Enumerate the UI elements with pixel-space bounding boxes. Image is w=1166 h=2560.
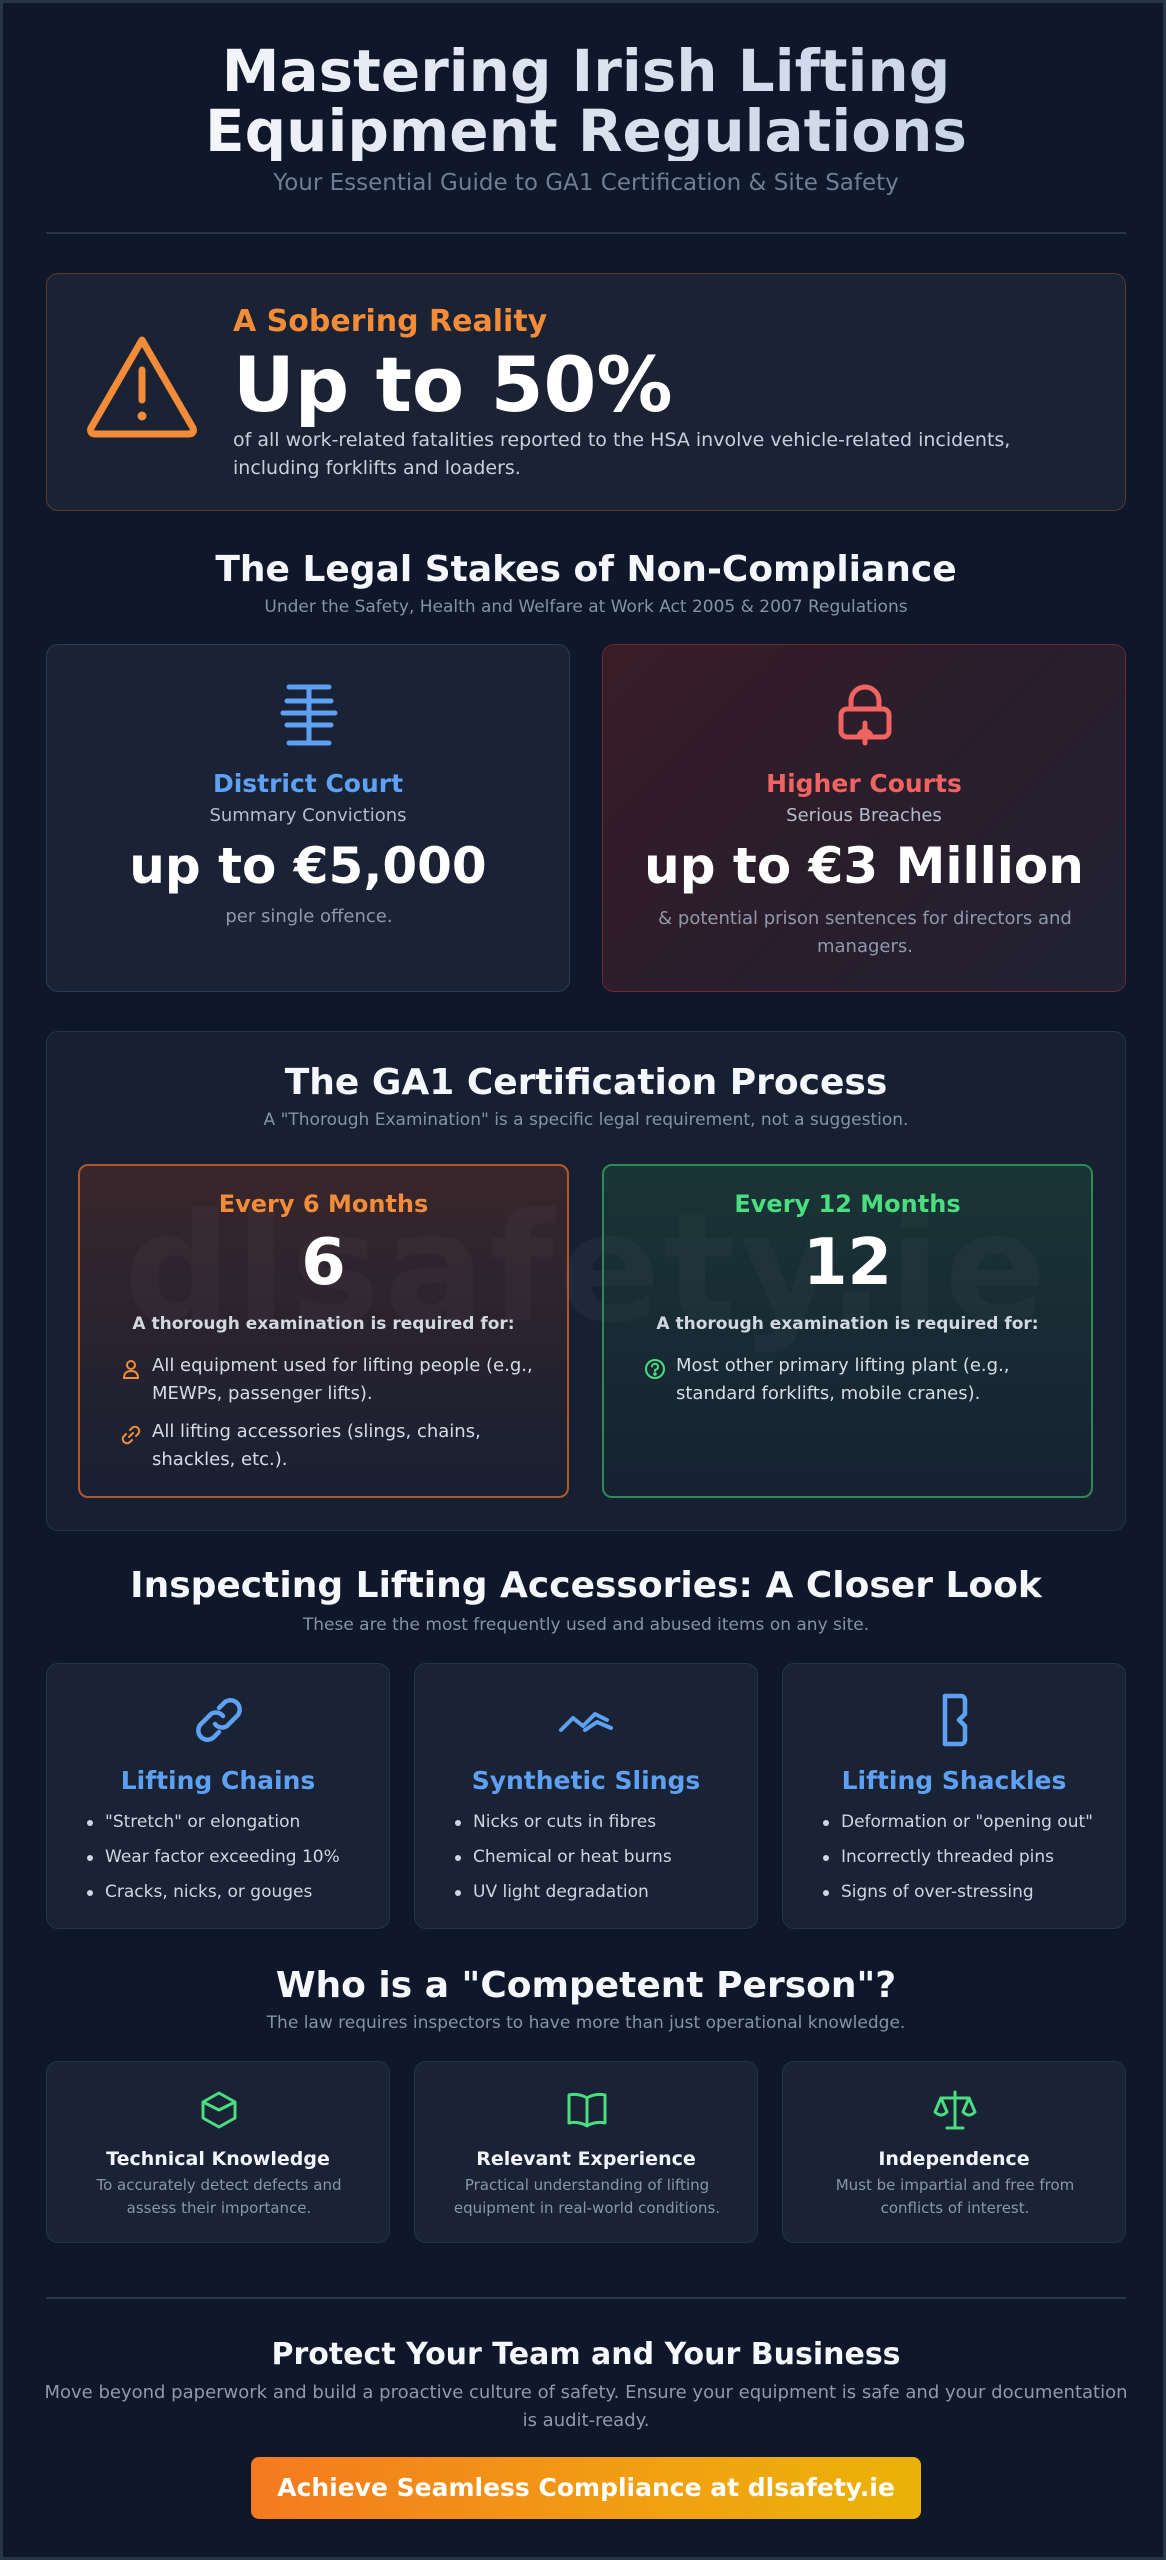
higher-courts-name: Higher Courts [766, 769, 962, 798]
list-item: Incorrectly threaded pins [823, 1843, 1113, 1878]
link-icon [120, 1424, 142, 1446]
legal-subtitle: Under the Safety, Health and Welfare at Work Act 2005 & 2007 Regulations [264, 597, 908, 617]
six-month-heading: Every 6 Months [218, 1190, 429, 1218]
relevant-experience-description: Practical understanding of lifting equipment in real-world conditions. [453, 2176, 721, 2217]
synthetic-slings-card [414, 1663, 758, 1929]
page-title: Mastering Irish Lifting Equipment Regulations [43, 41, 1129, 161]
higher-courts-card [602, 644, 1126, 992]
district-court-card [46, 644, 570, 992]
shackle-icon [925, 1690, 985, 1750]
reality-stat: Up to 50% [233, 340, 673, 429]
question-circle-icon [644, 1358, 666, 1380]
higher-courts-sub: Serious Breaches [786, 805, 942, 826]
padlock-icon [829, 679, 901, 751]
twelve-month-heading: Every 12 Months [734, 1190, 961, 1218]
twelve-month-number: 12 [802, 1226, 893, 1300]
six-month-item: All equipment used for lifting people (e.g., MEWPs, passenger lifts). [152, 1355, 533, 1404]
list-item: Nicks or cuts in fibres [455, 1808, 745, 1843]
accessories-subtitle: These are the most frequently used and abused items on any site. [302, 1615, 870, 1635]
divider [46, 232, 1126, 234]
lifting-shackles-list [823, 1808, 1113, 1913]
higher-courts-amount: up to €3 Million [644, 837, 1084, 895]
district-court-amount: up to €5,000 [129, 837, 487, 895]
page-subtitle: Your Essential Guide to GA1 Certification & Site Safety [273, 170, 899, 196]
list-item: Deformation or "opening out" [823, 1808, 1113, 1843]
list-item: Signs of over-stressing [823, 1878, 1113, 1913]
ga1-process-panel [46, 1031, 1126, 1531]
independence-description: Must be impartial and free from conflicts of interest. [835, 2176, 1075, 2217]
reality-kicker: A Sobering Reality [233, 304, 548, 339]
technical-knowledge-description: To accurately detect defects and assess their importance. [96, 2176, 342, 2217]
competent-subtitle: The law requires inspectors to have more than just operational knowledge. [266, 2013, 906, 2033]
scale-balance-icon [273, 679, 345, 751]
lifting-chains-name: Lifting Chains [120, 1766, 316, 1795]
warning-triangle-icon [85, 334, 199, 438]
cta-title: Protect Your Team and Your Business [271, 2337, 901, 2372]
independence-name: Independence [878, 2148, 1030, 2170]
synthetic-slings-list [455, 1808, 745, 1913]
lifting-shackles-name: Lifting Shackles [841, 1766, 1067, 1795]
lifting-chains-card [46, 1663, 390, 1929]
six-month-item: All lifting accessories (slings, chains, shackles, etc.). [152, 1421, 481, 1470]
competent-title: Who is a "Competent Person"? [275, 1965, 897, 2006]
list-item: UV light degradation [455, 1878, 745, 1913]
six-month-card [78, 1164, 569, 1498]
relevant-experience-name: Relevant Experience [476, 2148, 696, 2170]
list-item: Cracks, nicks, or gouges [87, 1878, 377, 1913]
twelve-month-item: Most other primary lifting plant (e.g., standard forklifts, mobile cranes). [676, 1355, 1010, 1404]
list-item: Wear factor exceeding 10% [87, 1843, 377, 1878]
six-month-number: 6 [301, 1226, 346, 1300]
ga1-subtitle: A "Thorough Examination" is a specific legal requirement, not a suggestion. [263, 1110, 909, 1130]
twelve-month-label: A thorough examination is required for: [656, 1314, 1039, 1334]
cta-button[interactable]: Achieve Seamless Compliance at dlsafety.ie [251, 2457, 921, 2519]
twelve-month-card [602, 1164, 1093, 1498]
district-court-name: District Court [212, 769, 404, 798]
district-court-note: per single offence. [225, 906, 393, 927]
lifting-chains-list [87, 1808, 377, 1913]
relevant-experience-card [414, 2061, 758, 2243]
chain-link-icon [189, 1690, 249, 1750]
technical-knowledge-card [46, 2061, 390, 2243]
sobering-reality-card [46, 273, 1126, 511]
accessories-title: Inspecting Lifting Accessories: A Closer Look [130, 1565, 1042, 1606]
list-item: "Stretch" or elongation [87, 1808, 377, 1843]
ga1-title: The GA1 Certification Process [284, 1062, 888, 1103]
synthetic-slings-name: Synthetic Slings [471, 1766, 701, 1795]
six-month-label: A thorough examination is required for: [132, 1314, 515, 1334]
scales-icon [933, 2088, 977, 2132]
district-court-sub: Summary Convictions [209, 805, 407, 826]
person-icon [120, 1358, 142, 1380]
lifting-shackles-card [782, 1663, 1126, 1929]
technical-knowledge-name: Technical Knowledge [106, 2148, 330, 2170]
open-book-icon [565, 2088, 609, 2132]
higher-courts-note: & potential prison sentences for directors and managers. [658, 908, 1072, 957]
independence-card [782, 2061, 1126, 2243]
divider [46, 2297, 1126, 2299]
cta-description: Move beyond paperwork and build a proactive culture of safety. Ensure your equipment is safe and your documentation is audit-ready. [44, 2382, 1128, 2431]
legal-title: The Legal Stakes of Non-Compliance [215, 549, 957, 590]
reality-description: of all work-related fatalities reported to the HSA involve vehicle-related incidents, including forklifts and loaders. [233, 429, 1011, 479]
list-item: Chemical or heat burns [455, 1843, 745, 1878]
trend-icon [557, 1690, 617, 1750]
graduation-cap-icon [197, 2088, 241, 2132]
